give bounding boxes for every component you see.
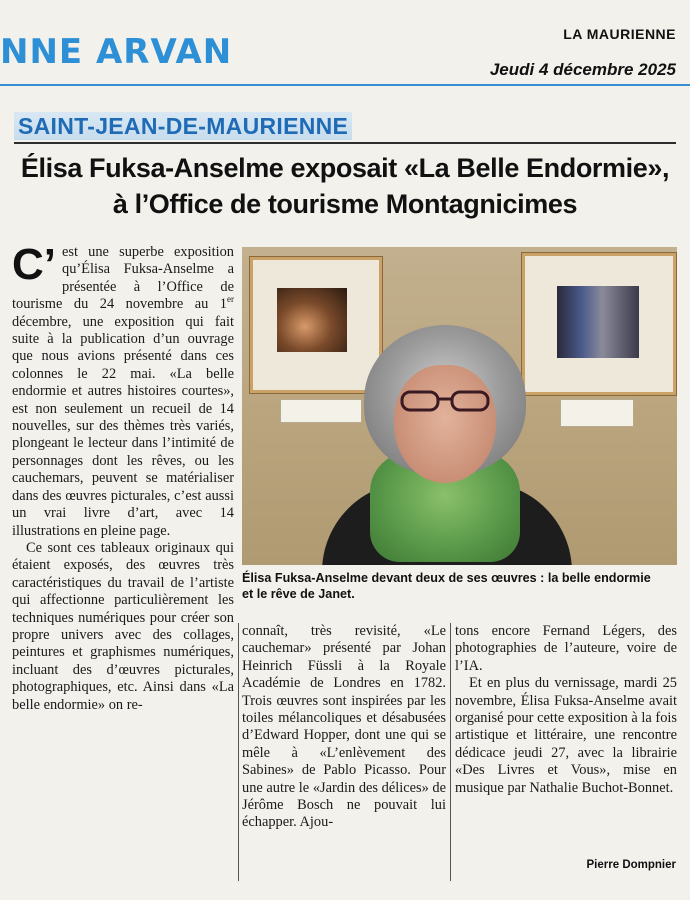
left-artwork-label: [280, 399, 362, 423]
column-divider: [238, 623, 239, 881]
article-column-1: [12, 244, 234, 884]
headline-line-2: à l’Office de tourisme Montagnicimes: [112, 189, 578, 219]
article-column-3: [455, 623, 677, 881]
article-photo: [242, 247, 677, 565]
portrait-face: [394, 365, 496, 483]
section-banner: NNE ARVAN: [0, 32, 233, 72]
caption-line-1: Élisa Fuksa-Anselme devant deux de ses œuvres : la belle endormie: [242, 571, 651, 585]
glasses-icon: [396, 389, 494, 413]
photo-caption: [242, 570, 682, 602]
paragraph-1-text-b: décembre, une exposition qui fait suite à la publication d’un ouvrage que nous avions présenté dans ces colonnes le 22 mai. «La belle endormie et autres histoires courtes», est non seulement un recueil de 14 nouvelles, sur des thèmes très variés, plongeant le lecteur dans l’intimité de personnages dont les rêves, ou les cauchemars, peuvent se matérialiser dans des œuvres picturales, c’est aussi un vrai livre d’art, avec 14 illustrations en pleine page.: [12, 313, 234, 539]
paragraph-4: tons encore Fernand Légers, des photographies de l’auteure, voire de l’IA.: [455, 623, 677, 674]
paragraph-3: connaît, très revisité, «Le cauchemar» présenté par Johan Heinrich Füssli à la Royale Académie de Londres en 1782. Trois œuvres sont inspirées par les toiles mélancoliques et désabusées d’Edward Hopper, dont une qui se mêle à «L’enlèvement des Sabines» de Pablo Picasso. Pour une autre le «Jardin des délices» de Jérôme Bosch ne pouvait lui échapper. Ajou-: [242, 623, 446, 831]
article-column-2: [242, 623, 446, 881]
locality-rule: [14, 142, 676, 144]
left-artwork-frame: [250, 257, 382, 393]
left-artwork: [277, 288, 347, 352]
paragraph-1: [12, 244, 234, 540]
ordinal-superscript: er: [227, 294, 234, 305]
column-divider: [450, 623, 451, 881]
locality-label: SAINT-JEAN-DE-MAURIENNE: [14, 112, 352, 140]
drop-cap: C’: [12, 244, 56, 289]
paragraph-5: Et en plus du vernissage, mardi 25 novembre, Élisa Fuksa-Anselme avait organisé pour cette exposition à la fois artistique et littéraire, une rencontre dédicace jeudi 27, avec la librairie «Des Livres et Vous», mise en musique par Nathalie Buchot-Bonnet.: [455, 675, 677, 796]
right-artwork-frame: [522, 253, 676, 395]
headline: [10, 150, 680, 222]
newspaper-name: LA MAURIENNE: [563, 26, 676, 42]
headline-line-1: Élisa Fuksa-Anselme exposait «La Belle Endormie»,: [20, 153, 670, 183]
issue-date: Jeudi 4 décembre 2025: [489, 60, 676, 79]
paragraph-2: Ce sont ces tableaux originaux qui étaient exposés, des œuvres très caractéristiques du travail de l’artiste qui affectionne particulièrement les techniques numériques pour créer son propre univers avec des collages, peintures et graphismes numériques, incluant des d’œuvres picturales, photographiques, etc. Ainsi dans «La belle endormie» on re-: [12, 539, 234, 713]
right-artwork-label: [560, 399, 634, 427]
byline: Pierre Dompnier: [586, 859, 676, 871]
paragraph-1-text-a: est une superbe exposition qu’Élisa Fuksa-Anselme a présentée à l’Office de tourisme du 24 novembre au 1: [12, 244, 234, 313]
right-artwork: [557, 286, 639, 358]
caption-line-2: et le rêve de Janet.: [242, 587, 355, 601]
